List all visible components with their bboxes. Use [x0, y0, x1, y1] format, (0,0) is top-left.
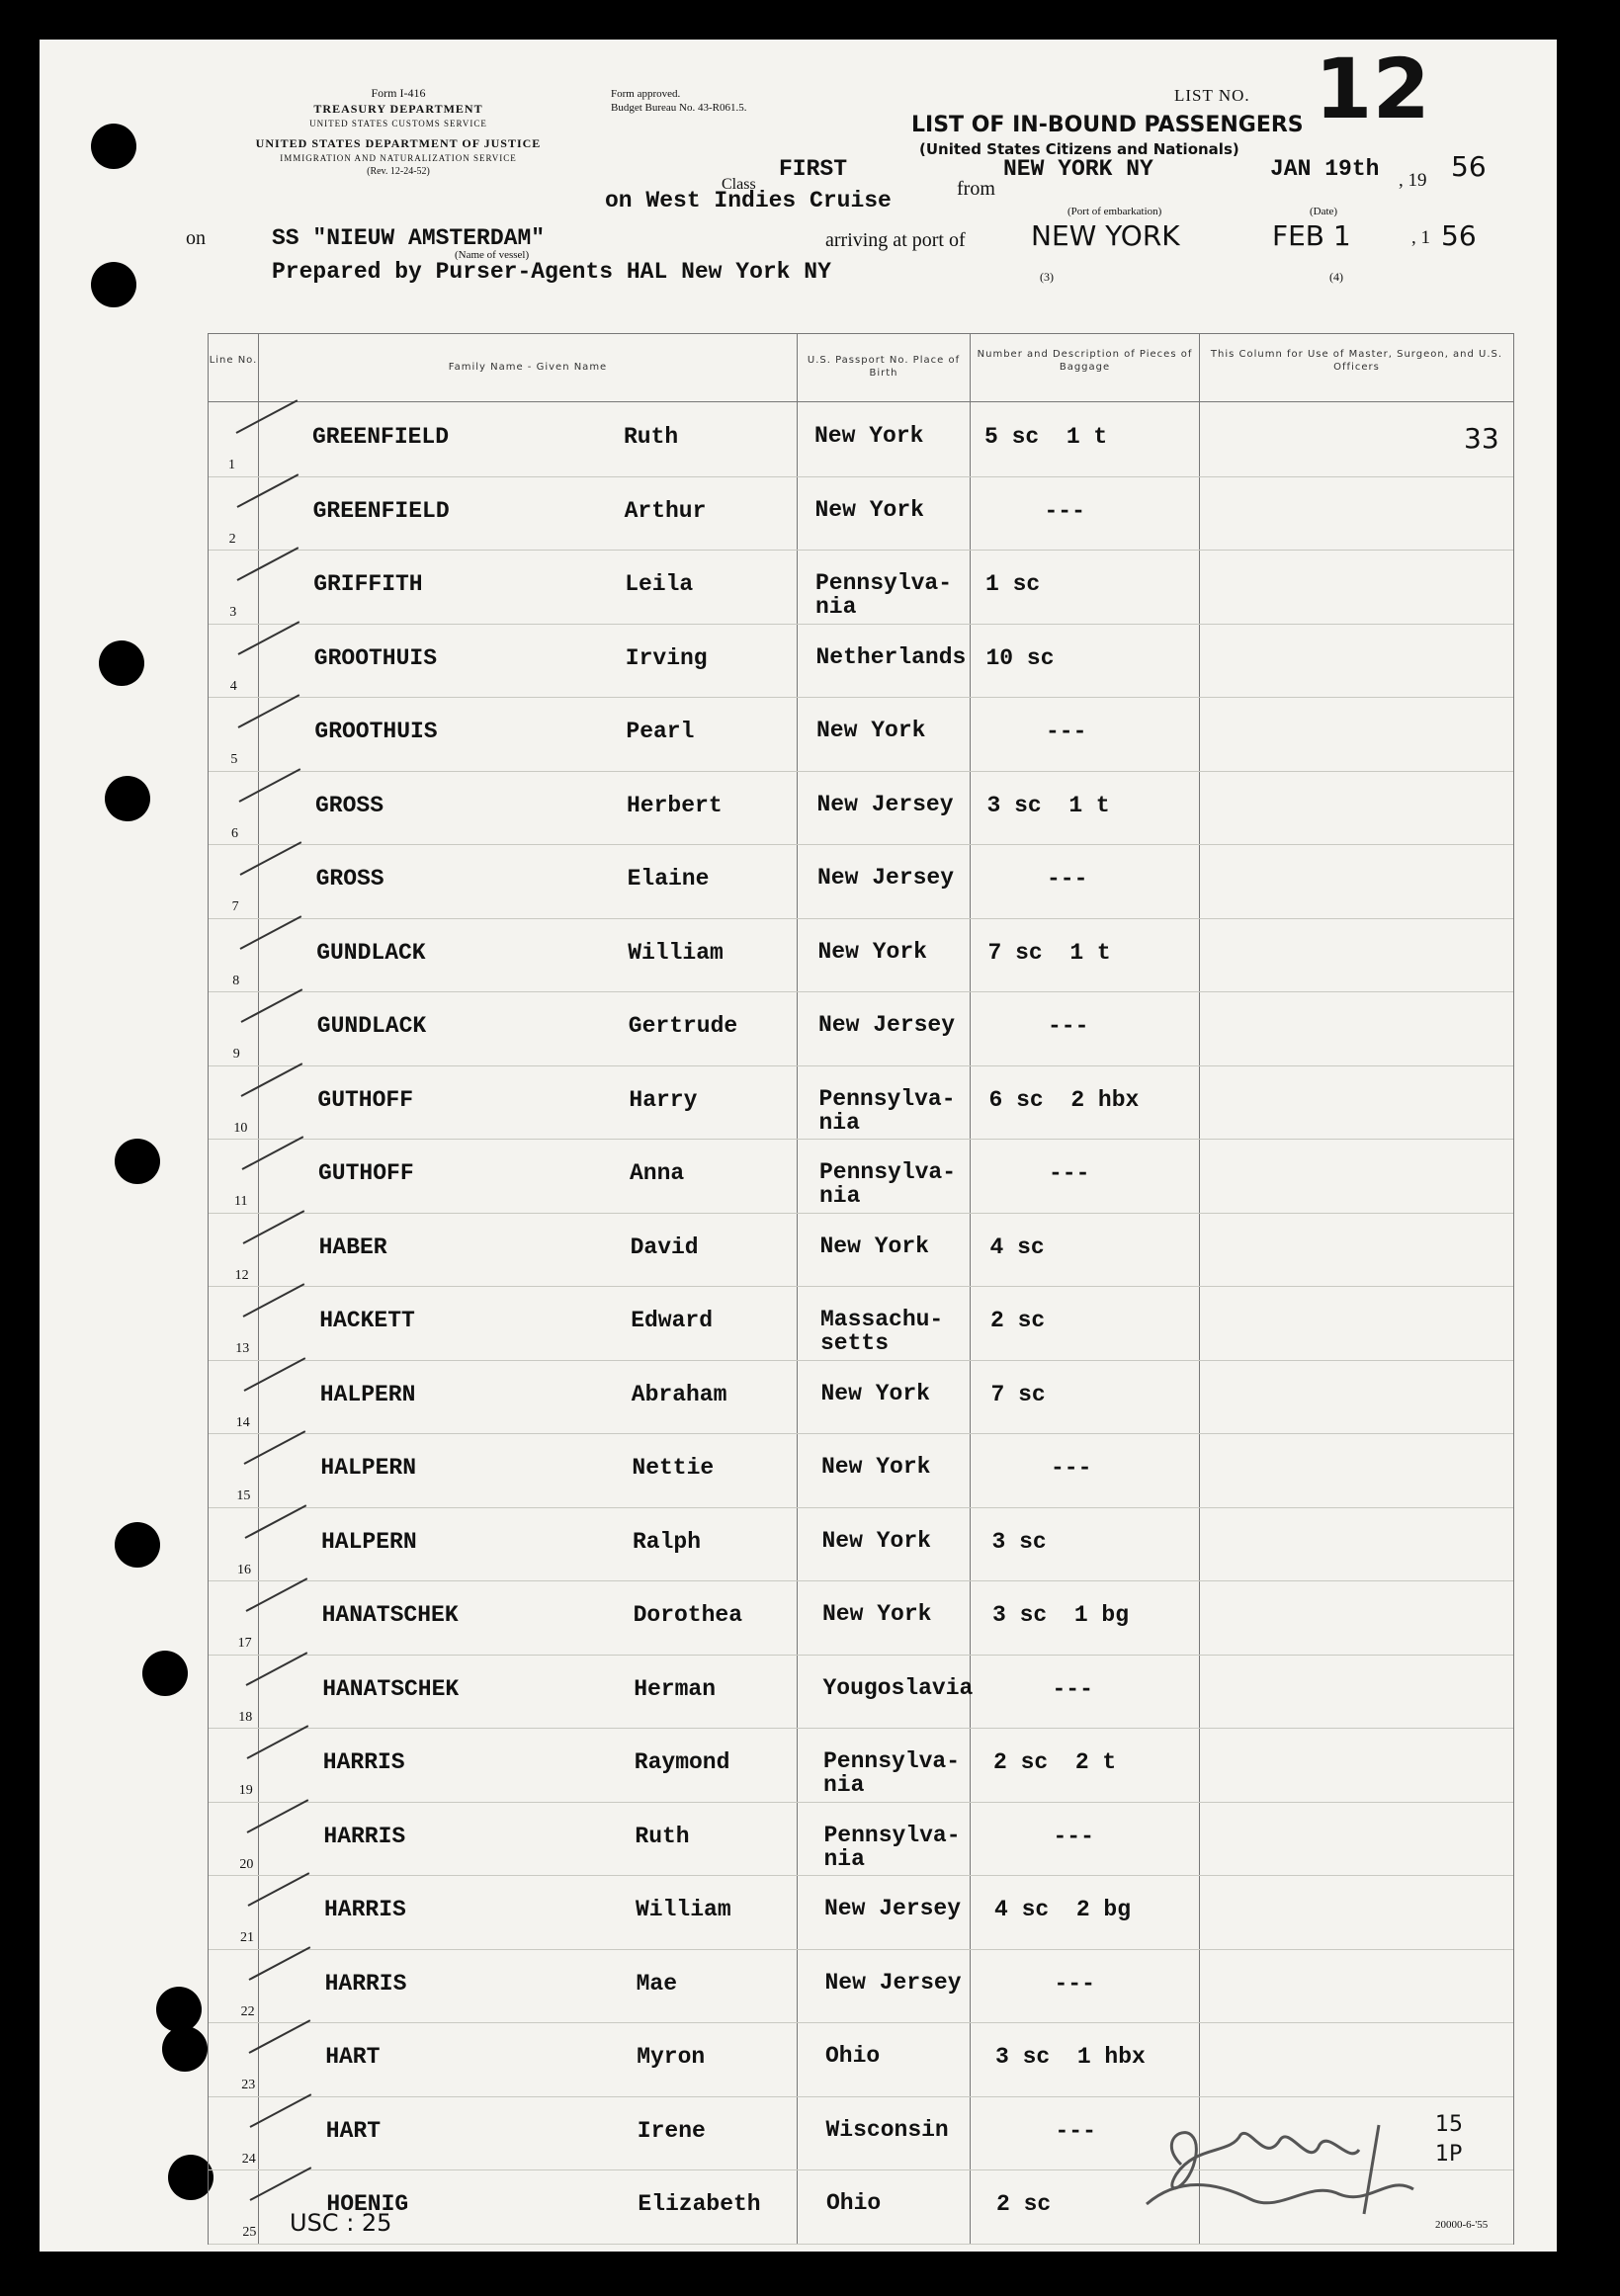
check-mark	[246, 1725, 308, 1759]
line-number: 15	[236, 1488, 251, 1503]
check-mark	[239, 841, 301, 876]
baggage: ---	[1046, 719, 1087, 744]
table-row	[209, 1507, 1513, 1582]
form-approved: Form approved.	[611, 88, 681, 100]
given-name: Dorothea	[633, 1602, 743, 1628]
check-mark	[248, 1946, 310, 1981]
given-name: Elaine	[627, 866, 710, 892]
department-of-justice: UNITED STATES DEPARTMENT OF JUSTICE	[255, 136, 542, 150]
line-number: 12	[234, 1267, 249, 1283]
baggage: ---	[1055, 2117, 1096, 2144]
line-number: 4	[229, 678, 237, 694]
place-of-birth: New York	[817, 938, 927, 965]
table-row	[209, 1949, 1513, 2024]
passenger-table	[208, 333, 1514, 2245]
family-name: HART	[325, 2117, 382, 2144]
check-mark	[240, 988, 302, 1023]
treasury-department: TREASURY DEPARTMENT	[313, 102, 483, 116]
check-mark	[246, 1652, 308, 1686]
baggage: ---	[1044, 497, 1085, 524]
line-number: 9	[232, 1047, 240, 1062]
check-mark	[241, 1063, 303, 1097]
baggage: 6 sc 2 hbx	[988, 1086, 1140, 1113]
vessel-name: SS "NIEUW AMSTERDAM"	[272, 225, 546, 251]
family-name: HABER	[318, 1233, 387, 1260]
punch-hole	[105, 776, 150, 821]
table-row	[209, 771, 1513, 846]
family-name: HALPERN	[320, 1455, 417, 1481]
header-family-name: Family Name - Given Name	[259, 334, 797, 402]
family-name: GUTHOFF	[318, 1160, 414, 1186]
list-no-label: LIST NO.	[1174, 86, 1250, 105]
line-number: 14	[235, 1414, 250, 1430]
punch-hole	[142, 1651, 188, 1696]
arrival-year-prefix: , 1	[1411, 227, 1430, 248]
family-name: GROOTHUIS	[313, 644, 438, 671]
check-mark	[243, 1283, 305, 1318]
punch-hole	[99, 640, 144, 686]
line-number: 17	[237, 1636, 252, 1651]
check-mark	[236, 473, 298, 508]
baggage: 10 sc	[985, 644, 1055, 671]
check-mark	[250, 2167, 312, 2201]
place-of-birth: New Jersey	[824, 1896, 962, 1921]
check-mark	[245, 1504, 307, 1539]
family-name: HALPERN	[321, 1528, 417, 1555]
place-of-birth: New Jersey	[817, 865, 955, 891]
check-mark	[237, 547, 299, 581]
from-label: from	[957, 178, 995, 200]
place-of-birth: New York	[820, 1380, 930, 1406]
check-mark	[244, 1430, 306, 1465]
baggage: 2 sc 2 t	[993, 1749, 1117, 1775]
revision-date: (Rev. 12-24-52)	[367, 166, 430, 177]
line-number: 5	[230, 752, 238, 767]
check-mark	[245, 1577, 307, 1612]
officer-note: 33	[1464, 422, 1499, 455]
given-name: Irene	[637, 2117, 706, 2144]
immigration-service: IMMIGRATION AND NATURALIZATION SERVICE	[280, 153, 517, 163]
line-number: 8	[232, 973, 240, 988]
table-row	[209, 1213, 1513, 1288]
table-row	[209, 918, 1513, 993]
line-number: 1	[228, 458, 235, 472]
line-number: 18	[238, 1709, 253, 1725]
class-value: FIRST	[779, 156, 848, 182]
given-name: Harry	[629, 1086, 698, 1113]
given-name: Mae	[636, 1970, 678, 1997]
given-name: Anna	[630, 1160, 685, 1186]
given-name: Elizabeth	[638, 2191, 761, 2217]
place-of-birth: New York	[822, 1601, 932, 1627]
year-value: 56	[1451, 150, 1487, 183]
place-of-birth: Wisconsin	[825, 2116, 949, 2143]
place-of-birth: Massachu- setts	[820, 1307, 944, 1356]
check-mark	[240, 915, 302, 950]
embark-port: NEW YORK NY	[1003, 156, 1153, 182]
baggage: 3 sc 1 t	[986, 792, 1110, 818]
family-name: GRIFFITH	[313, 571, 423, 597]
table-row	[209, 1286, 1513, 1361]
baggage: ---	[1052, 1675, 1093, 1702]
place-of-birth: New Jersey	[818, 1012, 956, 1038]
given-name: Herman	[634, 1675, 717, 1702]
place-of-birth: New York	[821, 1527, 931, 1554]
family-name: HART	[325, 2044, 381, 2070]
place-of-birth: Yougoslavia	[822, 1674, 974, 1701]
punch-hole	[91, 124, 136, 169]
place-of-birth: New Jersey	[816, 791, 954, 817]
punch-hole	[156, 1987, 202, 2032]
line-number: 21	[240, 1930, 254, 1945]
line-number: 19	[238, 1783, 253, 1798]
place-of-birth: Pennsylva- nia	[818, 1085, 956, 1136]
punch-hole	[162, 2026, 208, 2072]
header-baggage: Number and Description of Pieces of Baggage	[971, 334, 1199, 402]
baggage: 3 sc 1 bg	[992, 1602, 1130, 1628]
table-row	[209, 402, 1513, 477]
given-name: Abraham	[631, 1381, 727, 1407]
list-subtitle: (United States Citizens and Nationals)	[919, 140, 1239, 158]
given-name: William	[628, 939, 724, 966]
prepared-by: Prepared by Purser-Agents HAL New York NY	[272, 259, 831, 285]
arriving-label: arriving at port of	[825, 229, 966, 251]
list-title: LIST OF IN-BOUND PASSENGERS	[911, 113, 1304, 137]
table-row	[209, 991, 1513, 1066]
list-number: 12	[1315, 41, 1430, 137]
check-mark	[248, 1872, 310, 1907]
table-row	[209, 624, 1513, 699]
family-name: HARRIS	[323, 1823, 406, 1849]
header-passport: U.S. Passport No. Place of Birth	[798, 334, 970, 402]
check-mark	[249, 2019, 311, 2054]
baggage: ---	[1049, 1160, 1090, 1186]
baggage: 3 sc 1 hbx	[995, 2044, 1146, 2070]
header-officers: This Column for Use of Master, Surgeon, and U.S. Officers	[1200, 334, 1513, 402]
on-label: on	[186, 227, 206, 249]
table-row	[209, 550, 1513, 625]
given-name: Arthur	[624, 497, 707, 524]
place-of-birth: Pennsylva- nia	[819, 1159, 957, 1209]
caption-4: (4)	[1329, 270, 1343, 284]
given-name: Edward	[631, 1308, 714, 1333]
table-row	[209, 2022, 1513, 2097]
place-of-birth: New York	[814, 496, 924, 523]
print-code: 20000-6-'55	[1435, 2219, 1489, 2231]
line-number: 20	[239, 1856, 254, 1872]
baggage: 7 sc 1 t	[987, 939, 1111, 966]
check-mark	[247, 1799, 309, 1833]
family-name: HALPERN	[319, 1381, 416, 1407]
check-mark	[236, 399, 298, 434]
class-label: Class	[722, 176, 756, 193]
arrival-port: NEW YORK	[1031, 219, 1180, 252]
given-name: Ruth	[624, 424, 679, 450]
family-name: HANATSCHEK	[322, 1675, 460, 1702]
table-row	[209, 1433, 1513, 1508]
header-line-no: Line No.	[209, 334, 258, 402]
given-name: Nettie	[632, 1455, 715, 1481]
family-name: GREENFIELD	[312, 497, 450, 524]
baggage: ---	[1051, 1455, 1092, 1481]
embark-caption: (Port of embarkation)	[1067, 206, 1162, 217]
line-number: 16	[237, 1562, 251, 1577]
family-name: GROSS	[315, 866, 384, 892]
baggage: 1 sc	[985, 571, 1041, 597]
baggage: ---	[1053, 1823, 1094, 1849]
place-of-birth: Netherlands	[815, 643, 967, 670]
check-mark	[237, 621, 299, 655]
baggage: ---	[1048, 1013, 1089, 1039]
family-name: HARRIS	[322, 1749, 405, 1775]
baggage: 2 sc	[990, 1308, 1046, 1333]
budget-bureau: Budget Bureau No. 43-R061.5.	[611, 102, 747, 114]
given-name: Pearl	[626, 719, 695, 744]
check-mark	[242, 1210, 304, 1244]
family-name: GUTHOFF	[317, 1086, 414, 1113]
family-name: GROOTHUIS	[314, 719, 438, 744]
place-of-birth: New York	[821, 1454, 931, 1480]
form-page	[40, 40, 1557, 2252]
arrival-year: 56	[1441, 219, 1477, 252]
check-mark	[242, 1136, 304, 1170]
table-row	[209, 1580, 1513, 1656]
line-number: 25	[242, 2225, 257, 2240]
family-name: HOENIG	[326, 2191, 409, 2217]
place-of-birth: Pennsylva- nia	[823, 1822, 961, 1872]
table-row	[209, 1655, 1513, 1730]
line-number: 13	[235, 1341, 250, 1356]
line-number: 23	[241, 2078, 256, 2092]
table-row	[209, 1139, 1513, 1214]
departure-date: JAN 19th	[1270, 156, 1380, 182]
family-name: GROSS	[315, 792, 384, 818]
given-name: Leila	[625, 571, 694, 597]
punch-hole	[115, 1139, 160, 1184]
given-name: William	[636, 1897, 731, 1922]
baggage: 7 sc	[990, 1381, 1046, 1407]
line-number: 6	[231, 825, 238, 841]
baggage: 4 sc 2 bg	[994, 1897, 1132, 1922]
check-mark	[243, 1357, 305, 1392]
family-name: HACKETT	[319, 1308, 415, 1333]
check-mark	[249, 2093, 311, 2128]
table-row	[209, 697, 1513, 772]
place-of-birth: New Jersey	[824, 1969, 962, 1996]
given-name: Gertrude	[628, 1013, 738, 1039]
line-number: 24	[241, 2151, 256, 2167]
line-number: 7	[231, 899, 239, 914]
date-caption: (Date)	[1310, 206, 1338, 217]
family-name: GREENFIELD	[312, 424, 450, 450]
cruise-description: on West Indies Cruise	[605, 188, 892, 213]
usc-count: USC : 25	[290, 2209, 392, 2237]
check-mark	[238, 694, 300, 728]
table-row	[209, 1360, 1513, 1435]
baggage: ---	[1054, 1970, 1095, 1997]
table-row	[209, 1065, 1513, 1141]
place-of-birth: New York	[819, 1233, 929, 1259]
family-name: HANATSCHEK	[321, 1602, 459, 1628]
place-of-birth: Pennsylva- nia	[815, 570, 953, 620]
given-name: Irving	[625, 644, 708, 671]
customs-service: UNITED STATES CUSTOMS SERVICE	[309, 119, 487, 128]
place-of-birth: Pennsylva- nia	[823, 1748, 961, 1798]
baggage: 3 sc	[991, 1528, 1047, 1555]
form-number: Form I-416	[371, 86, 426, 100]
family-name: HARRIS	[324, 1897, 406, 1922]
table-row	[209, 1728, 1513, 1803]
line-number: 11	[234, 1194, 248, 1209]
given-name: Raymond	[634, 1749, 730, 1775]
given-name: Ruth	[635, 1823, 690, 1849]
check-mark	[239, 768, 301, 803]
year-prefix: , 19	[1399, 170, 1427, 191]
baggage: 2 sc	[996, 2191, 1052, 2217]
table-row	[209, 844, 1513, 919]
family-name: GUNDLACK	[316, 1013, 427, 1039]
family-name: HARRIS	[324, 1970, 407, 1997]
line-number: 22	[240, 2003, 255, 2019]
punch-hole	[91, 262, 136, 307]
given-name: David	[630, 1233, 699, 1260]
table-row	[209, 476, 1513, 552]
given-name: Herbert	[627, 792, 723, 818]
baggage: 5 sc 1 t	[984, 424, 1108, 450]
place-of-birth: New York	[814, 423, 924, 449]
baggage: 4 sc	[989, 1233, 1045, 1260]
line-number: 10	[233, 1120, 248, 1136]
given-name: Ralph	[633, 1528, 702, 1555]
baggage: ---	[1047, 866, 1088, 892]
caption-3: (3)	[1040, 270, 1054, 284]
table-row	[209, 1802, 1513, 1877]
place-of-birth: Ohio	[826, 2190, 882, 2216]
signature-note: 15 1P	[1435, 2112, 1463, 2167]
arrival-date: FEB 1	[1272, 219, 1351, 252]
place-of-birth: New York	[816, 718, 926, 743]
family-name: GUNDLACK	[316, 939, 426, 966]
line-number: 2	[228, 531, 236, 547]
given-name: Myron	[637, 2044, 706, 2070]
table-row	[209, 1875, 1513, 1950]
place-of-birth: Ohio	[825, 2043, 881, 2069]
vessel-caption: (Name of vessel)	[455, 249, 530, 261]
punch-hole	[115, 1522, 160, 1568]
line-number: 3	[229, 605, 237, 620]
